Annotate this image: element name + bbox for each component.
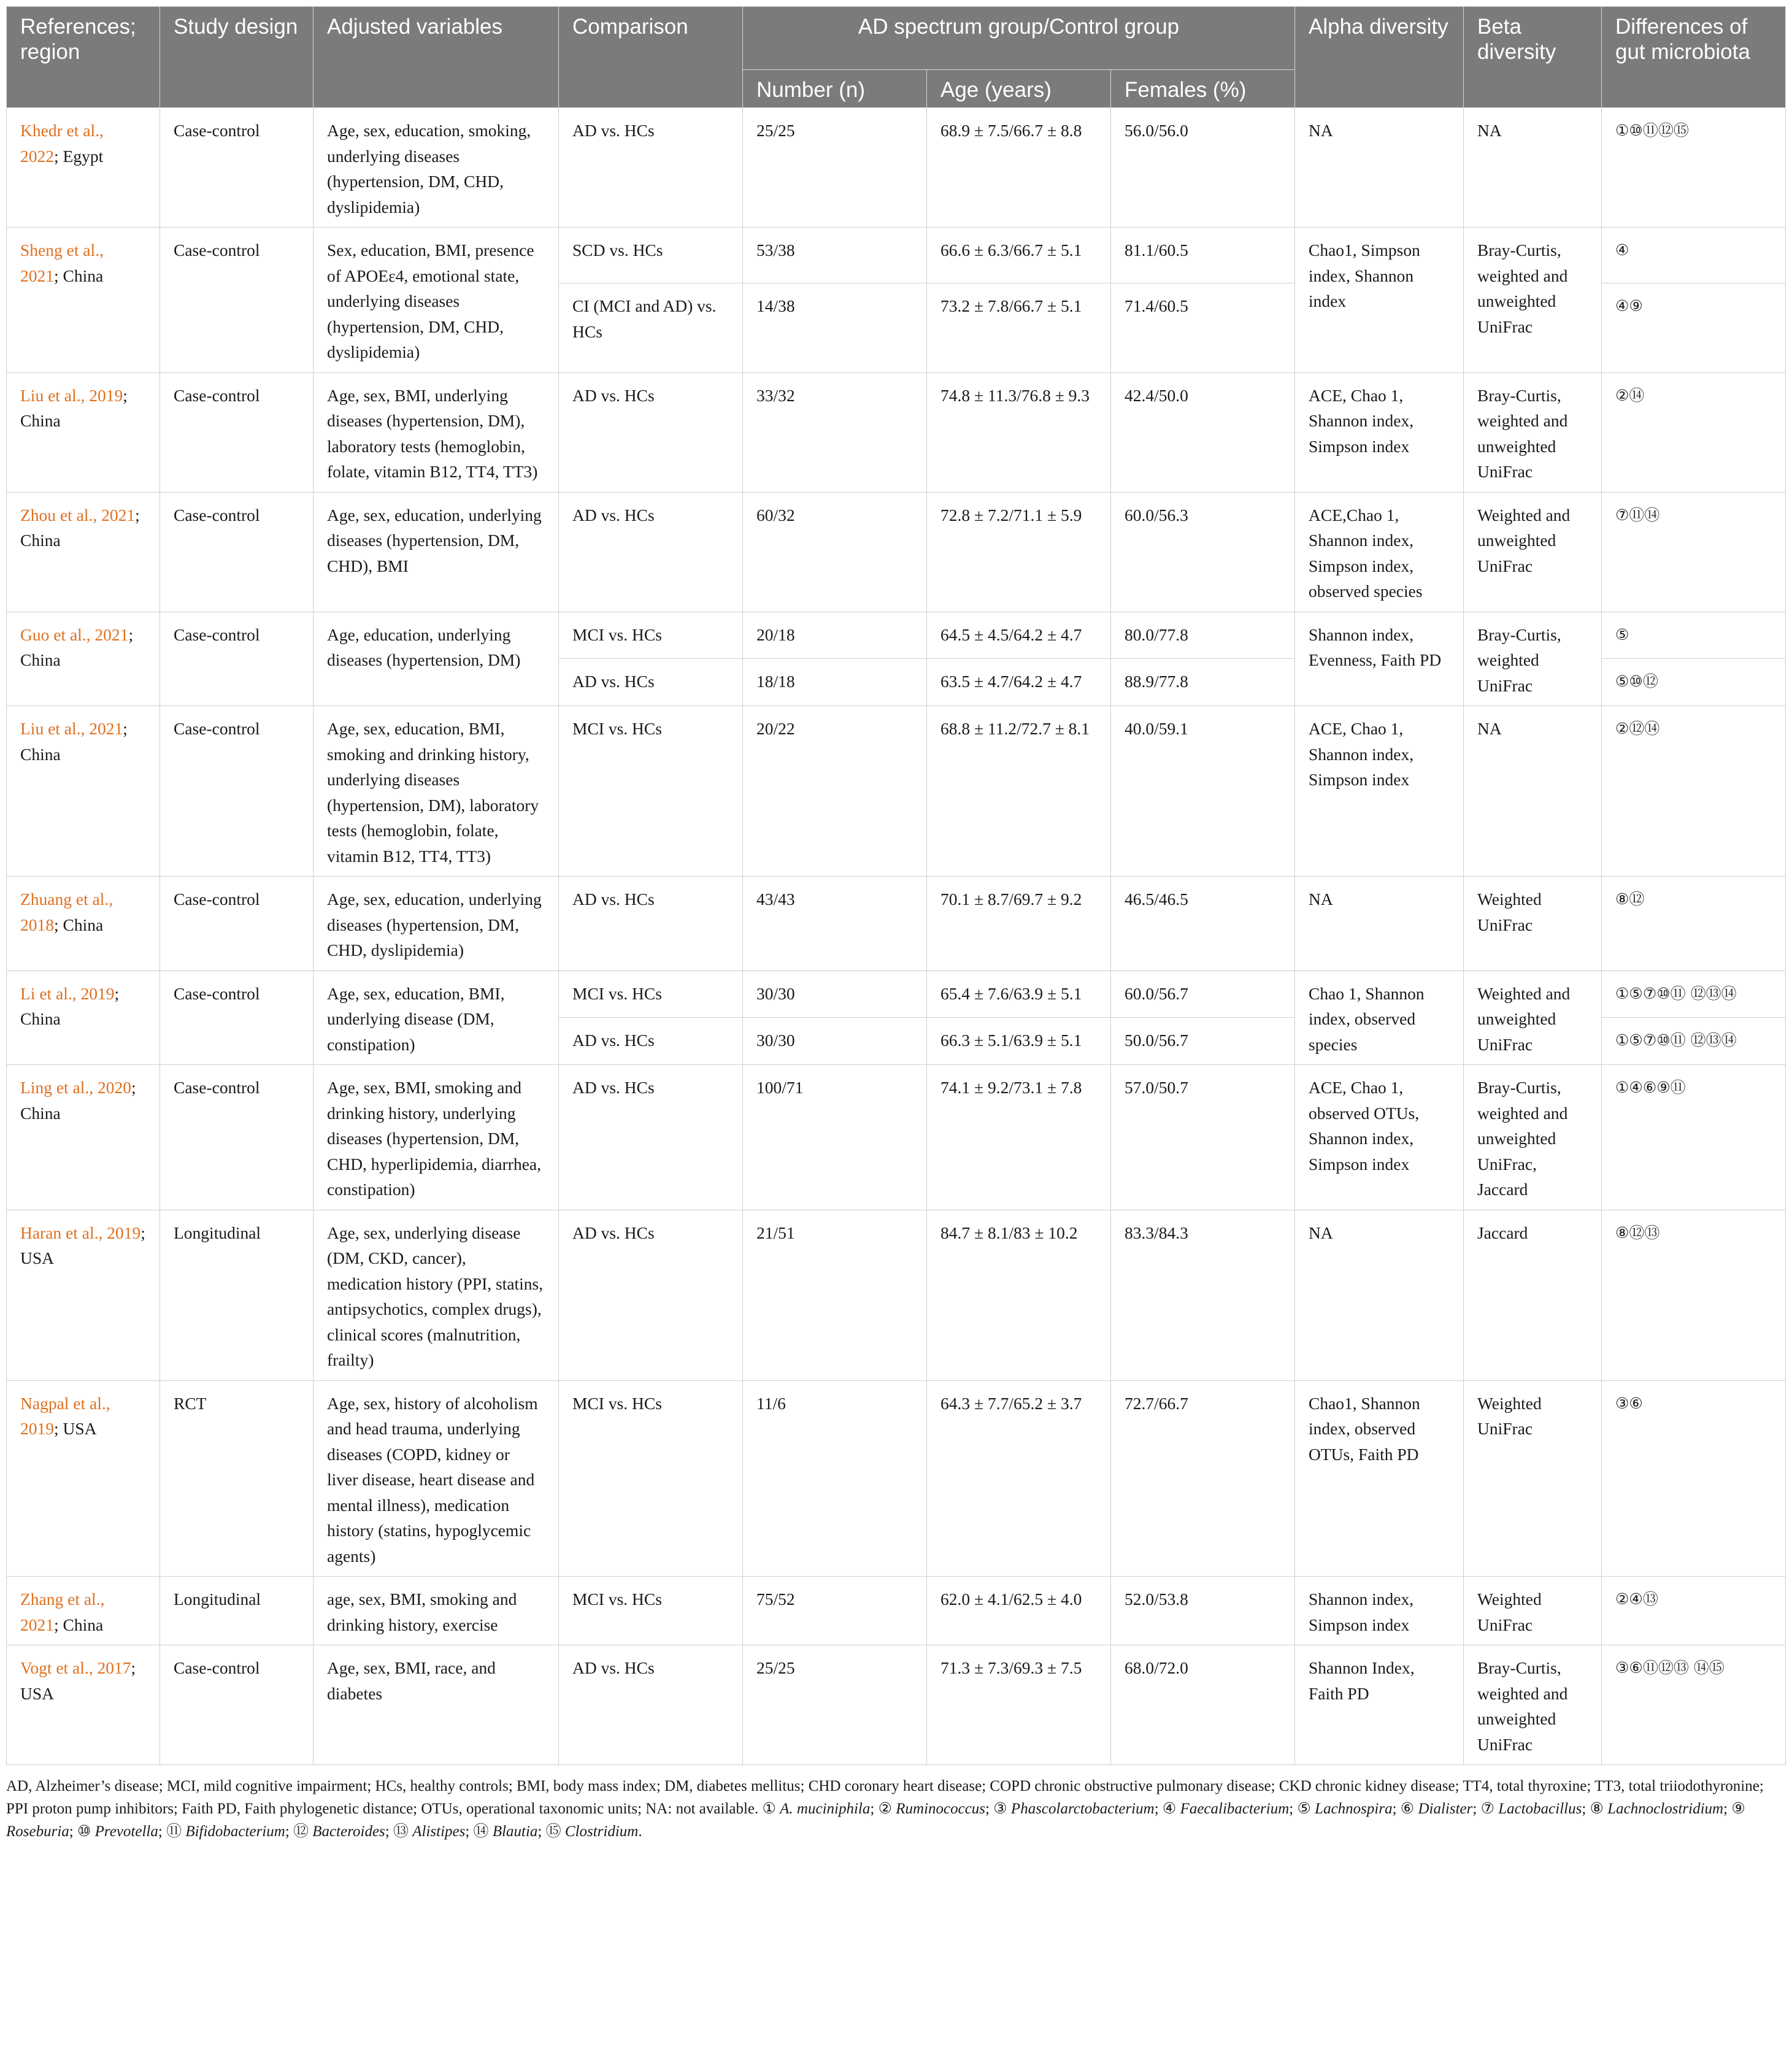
- header-age: Age (years): [927, 70, 1111, 108]
- table-footnote: [6, 1775, 1785, 1843]
- cell-study-design: Case-control: [160, 1645, 313, 1765]
- cell-number: 75/52: [743, 1577, 927, 1645]
- cell-number: 100/71: [743, 1065, 927, 1210]
- cell-number: 18/18: [743, 659, 927, 706]
- cell-adjusted-variables: Age, sex, BMI, smoking and drinking history, underlying diseases (hypertension, DM, CHD, hyperlipidemia, diarrhea, constipation): [313, 1065, 559, 1210]
- cell-alpha-diversity: Chao1, Simpson index, Shannon index: [1295, 228, 1464, 373]
- cell-number: 20/22: [743, 706, 927, 877]
- legend-number: ⑧: [1590, 1801, 1604, 1817]
- cell-adjusted-variables: Age, sex, education, BMI, smoking and drinking history, underlying diseases (hypertension, DM), laboratory tests (hemoglobin, folate, vitamin B12, TT4, TT3): [313, 706, 559, 877]
- cell-adjusted-variables: Age, sex, history of alcoholism and head trauma, underlying diseases (COPD, kidney or liver disease, heart disease and mental illness), medication history (statins, hypoglycemic agents): [313, 1380, 559, 1577]
- cell-comparison: AD vs. HCs: [559, 659, 743, 706]
- cell-age: 70.1 ± 8.7/69.7 ± 9.2: [927, 877, 1111, 971]
- reference-region: ; Egypt: [54, 146, 104, 166]
- legend-genus: Blautia: [492, 1823, 538, 1840]
- legend-number: ⑫: [293, 1823, 309, 1840]
- studies-table: [6, 6, 1786, 1765]
- cell-age: 72.8 ± 7.2/71.1 ± 5.9: [927, 492, 1111, 612]
- legend-number: ②: [878, 1801, 892, 1817]
- reference-link[interactable]: Sheng et al., 2021: [20, 240, 104, 285]
- cell-age: 66.3 ± 5.1/63.9 ± 5.1: [927, 1018, 1111, 1065]
- cell-females: 52.0/53.8: [1111, 1577, 1295, 1645]
- cell-differences: ①⑤⑦⑩⑪ ⑫⑬⑭: [1602, 1018, 1786, 1065]
- cell-study-design: Case-control: [160, 971, 313, 1065]
- legend-genus: Dialister: [1418, 1801, 1473, 1817]
- cell-females: 72.7/66.7: [1111, 1380, 1295, 1577]
- legend-number: ⑥: [1400, 1801, 1415, 1817]
- cell-differences: ④⑨: [1602, 283, 1786, 372]
- table-row: [7, 612, 1786, 659]
- cell-differences: ⑧⑫⑬: [1602, 1210, 1786, 1380]
- cell-adjusted-variables: Age, sex, BMI, underlying diseases (hypertension, DM), laboratory tests (hemoglobin, folate, vitamin B12, TT4, TT3): [313, 372, 559, 492]
- reference-link[interactable]: Li et al., 2019: [20, 983, 115, 1003]
- cell-differences: ②④⑬: [1602, 1577, 1786, 1645]
- legend-number: ⑩: [77, 1823, 91, 1840]
- cell-alpha-diversity: Shannon Index, Faith PD: [1295, 1645, 1464, 1765]
- reference-link[interactable]: Guo et al., 2021: [20, 625, 129, 644]
- legend-genus: Phascolarctobacterium: [1010, 1801, 1155, 1817]
- cell-comparison: SCD vs. HCs: [559, 228, 743, 283]
- cell-beta-diversity: Weighted and unweighted UniFrac: [1464, 492, 1602, 612]
- reference-link[interactable]: Haran et al., 2019: [20, 1223, 141, 1242]
- cell-comparison: AD vs. HCs: [559, 1065, 743, 1210]
- legend-genus: Lachnospira: [1315, 1801, 1393, 1817]
- legend-number: ④: [1162, 1801, 1177, 1817]
- cell-adjusted-variables: Age, education, underlying diseases (hypertension, DM): [313, 612, 559, 706]
- cell-beta-diversity: Bray-Curtis, weighted and unweighted UniFrac, Jaccard: [1464, 1065, 1602, 1210]
- reference-region: ; China: [54, 266, 104, 285]
- reference-region: ; China: [20, 719, 128, 764]
- cell-number: 43/43: [743, 877, 927, 971]
- cell-reference: [7, 1577, 160, 1645]
- cell-alpha-diversity: Shannon index, Simpson index: [1295, 1577, 1464, 1645]
- cell-beta-diversity: Weighted UniFrac: [1464, 877, 1602, 971]
- cell-study-design: RCT: [160, 1380, 313, 1577]
- cell-differences: ②⑫⑭: [1602, 706, 1786, 877]
- cell-age: 65.4 ± 7.6/63.9 ± 5.1: [927, 971, 1111, 1018]
- legend-number: ⑨: [1731, 1801, 1745, 1817]
- header-references: References; region: [7, 7, 160, 108]
- table-row: [7, 372, 1786, 492]
- cell-females: 60.0/56.3: [1111, 492, 1295, 612]
- cell-reference: [7, 492, 160, 612]
- legend-genus: A. muciniphila: [780, 1801, 871, 1817]
- legend-number: ⑪: [166, 1823, 182, 1840]
- cell-age: 64.5 ± 4.5/64.2 ± 4.7: [927, 612, 1111, 659]
- reference-link[interactable]: Zhou et al., 2021: [20, 505, 136, 525]
- cell-comparison: AD vs. HCs: [559, 1018, 743, 1065]
- cell-females: 42.4/50.0: [1111, 372, 1295, 492]
- cell-comparison: MCI vs. HCs: [559, 1380, 743, 1577]
- reference-region: ; China: [20, 625, 134, 669]
- cell-differences: ③⑥: [1602, 1380, 1786, 1577]
- legend-genus: Lachnoclostridium: [1607, 1801, 1724, 1817]
- cell-females: 68.0/72.0: [1111, 1645, 1295, 1765]
- cell-females: 60.0/56.7: [1111, 971, 1295, 1018]
- cell-comparison: MCI vs. HCs: [559, 612, 743, 659]
- cell-females: 71.4/60.5: [1111, 283, 1295, 372]
- reference-region: ; China: [54, 915, 104, 934]
- cell-adjusted-variables: Sex, education, BMI, presence of APOEε4, emotional state, underlying diseases (hypertension, DM, CHD, dyslipidemia): [313, 228, 559, 373]
- cell-adjusted-variables: age, sex, BMI, smoking and drinking history, exercise: [313, 1577, 559, 1645]
- cell-comparison: MCI vs. HCs: [559, 1577, 743, 1645]
- reference-link[interactable]: Liu et al., 2021: [20, 719, 123, 738]
- cell-number: 21/51: [743, 1210, 927, 1380]
- cell-number: 33/32: [743, 372, 927, 492]
- cell-beta-diversity: Bray-Curtis, weighted and unweighted UniFrac: [1464, 228, 1602, 373]
- table-row: [7, 1065, 1786, 1210]
- cell-comparison: AD vs. HCs: [559, 108, 743, 228]
- cell-females: 57.0/50.7: [1111, 1065, 1295, 1210]
- cell-comparison: AD vs. HCs: [559, 1210, 743, 1380]
- legend-genus: Roseburia: [6, 1823, 69, 1840]
- cell-females: 80.0/77.8: [1111, 612, 1295, 659]
- cell-differences: ⑤⑩⑫: [1602, 659, 1786, 706]
- cell-study-design: Case-control: [160, 877, 313, 971]
- cell-alpha-diversity: Shannon index, Evenness, Faith PD: [1295, 612, 1464, 706]
- cell-reference: [7, 1210, 160, 1380]
- cell-age: 64.3 ± 7.7/65.2 ± 3.7: [927, 1380, 1111, 1577]
- header-study-design: Study design: [160, 7, 313, 108]
- reference-link[interactable]: Nagpal et al., 2019: [20, 1393, 110, 1438]
- cell-females: 50.0/56.7: [1111, 1018, 1295, 1065]
- cell-number: 60/32: [743, 492, 927, 612]
- cell-study-design: Case-control: [160, 108, 313, 228]
- cell-number: 30/30: [743, 1018, 927, 1065]
- cell-females: 83.3/84.3: [1111, 1210, 1295, 1380]
- legend-number: ⑭: [473, 1823, 489, 1840]
- reference-region: ; China: [20, 385, 128, 430]
- legend-genus: Prevotella: [94, 1823, 158, 1840]
- legend-number: ①: [762, 1801, 776, 1817]
- cell-age: 74.8 ± 11.3/76.8 ± 9.3: [927, 372, 1111, 492]
- legend-genus: Bifidobacterium: [185, 1823, 285, 1840]
- cell-study-design: Case-control: [160, 706, 313, 877]
- cell-females: 56.0/56.0: [1111, 108, 1295, 228]
- header-beta-diversity: Beta diversity: [1464, 7, 1602, 108]
- table-row: [7, 706, 1786, 877]
- footnote-legend: ① A. muciniphila; ② Ruminococcus; ③ Phascolarctobacterium; ④ Faecalibacterium; ⑤ Lachnospira; ⑥ Dialister; ⑦ Lactobacillus; ⑧ Lachnoclostridium; ⑨ Roseburia; ⑩ Prevotella; ⑪ Bifidobacterium; ⑫ Bacteroides; ⑬ Alistipes; ⑭ Blautia; ⑮ Clostridium.: [6, 1801, 1745, 1840]
- cell-comparison: MCI vs. HCs: [559, 706, 743, 877]
- cell-alpha-diversity: ACE,Chao 1, Shannon index, Simpson index, observed species: [1295, 492, 1464, 612]
- cell-study-design: Longitudinal: [160, 1577, 313, 1645]
- cell-study-design: Case-control: [160, 492, 313, 612]
- header-comparison: Comparison: [559, 7, 743, 108]
- cell-alpha-diversity: ACE, Chao 1, Shannon index, Simpson index: [1295, 706, 1464, 877]
- cell-comparison: AD vs. HCs: [559, 372, 743, 492]
- table-row: [7, 228, 1786, 283]
- cell-alpha-diversity: NA: [1295, 108, 1464, 228]
- table-row: [7, 1380, 1786, 1577]
- reference-link[interactable]: Ling et al., 2020: [20, 1078, 132, 1097]
- footnote-abbreviations: AD, Alzheimer’s disease; MCI, mild cognitive impairment; HCs, healthy controls; BMI, body mass index; DM, diabetes mellitus; CHD coronary heart disease; COPD chronic obstructive pulmonary disease; CKD chronic kidney disease; TT4, total thyroxine; TT3, total triiodothyronine; PPI proton pump inhibitors; Faith PD, Faith phylogenetic distance; OTUs, operational taxonomic units; NA: not available.: [6, 1778, 1764, 1817]
- reference-region: ; China: [20, 505, 140, 550]
- cell-number: 11/6: [743, 1380, 927, 1577]
- cell-number: 25/25: [743, 1645, 927, 1765]
- cell-reference: [7, 1065, 160, 1210]
- cell-females: 40.0/59.1: [1111, 706, 1295, 877]
- cell-reference: [7, 1380, 160, 1577]
- cell-number: 30/30: [743, 971, 927, 1018]
- cell-differences: ⑤: [1602, 612, 1786, 659]
- cell-age: 62.0 ± 4.1/62.5 ± 4.0: [927, 1577, 1111, 1645]
- cell-females: 46.5/46.5: [1111, 877, 1295, 971]
- reference-link[interactable]: Zhuang et al., 2018: [20, 890, 113, 934]
- cell-females: 81.1/60.5: [1111, 228, 1295, 283]
- reference-link[interactable]: Liu et al., 2019: [20, 385, 123, 405]
- cell-adjusted-variables: Age, sex, education, underlying diseases (hypertension, DM, CHD, dyslipidemia): [313, 877, 559, 971]
- legend-genus: Faecalibacterium: [1180, 1801, 1290, 1817]
- table-body: [7, 108, 1786, 1765]
- table-row: [7, 108, 1786, 228]
- reference-link[interactable]: Vogt et al., 2017: [20, 1658, 131, 1677]
- legend-number: ③: [993, 1801, 1007, 1817]
- legend-number: ⑬: [393, 1823, 409, 1840]
- cell-reference: [7, 877, 160, 971]
- cell-age: 63.5 ± 4.7/64.2 ± 4.7: [927, 659, 1111, 706]
- cell-differences: ③⑥⑪⑫⑬ ⑭⑮: [1602, 1645, 1786, 1765]
- legend-genus: Bacteroides: [312, 1823, 385, 1840]
- cell-comparison: AD vs. HCs: [559, 492, 743, 612]
- cell-differences: ②⑭: [1602, 372, 1786, 492]
- cell-reference: [7, 372, 160, 492]
- reference-link[interactable]: Zhang et al., 2021: [20, 1590, 105, 1634]
- cell-beta-diversity: Bray-Curtis, weighted and unweighted UniFrac: [1464, 1645, 1602, 1765]
- cell-differences: ①⑤⑦⑩⑪ ⑫⑬⑭: [1602, 971, 1786, 1018]
- table-row: [7, 971, 1786, 1018]
- cell-beta-diversity: NA: [1464, 108, 1602, 228]
- cell-differences: ①④⑥⑨⑪: [1602, 1065, 1786, 1210]
- cell-beta-diversity: Jaccard: [1464, 1210, 1602, 1380]
- cell-reference: [7, 612, 160, 706]
- cell-beta-diversity: Bray-Curtis, weighted UniFrac: [1464, 612, 1602, 706]
- cell-differences: ⑦⑪⑭: [1602, 492, 1786, 612]
- cell-comparison: MCI vs. HCs: [559, 971, 743, 1018]
- cell-alpha-diversity: NA: [1295, 1210, 1464, 1380]
- cell-beta-diversity: Weighted and unweighted UniFrac: [1464, 971, 1602, 1065]
- cell-age: 74.1 ± 9.2/73.1 ± 7.8: [927, 1065, 1111, 1210]
- reference-link[interactable]: Khedr et al., 2022: [20, 121, 104, 166]
- cell-number: 53/38: [743, 228, 927, 283]
- reference-region: ; China: [54, 1615, 104, 1634]
- cell-comparison: AD vs. HCs: [559, 877, 743, 971]
- table-row: [7, 877, 1786, 971]
- cell-reference: [7, 228, 160, 373]
- cell-differences: ①⑩⑪⑫⑮: [1602, 108, 1786, 228]
- table-row: [7, 1210, 1786, 1380]
- cell-number: 25/25: [743, 108, 927, 228]
- cell-study-design: Case-control: [160, 612, 313, 706]
- cell-adjusted-variables: Age, sex, BMI, race, and diabetes: [313, 1645, 559, 1765]
- cell-reference: [7, 108, 160, 228]
- cell-alpha-diversity: Chao1, Shannon index, observed OTUs, Faith PD: [1295, 1380, 1464, 1577]
- cell-reference: [7, 1645, 160, 1765]
- legend-genus: Alistipes: [412, 1823, 466, 1840]
- cell-age: 73.2 ± 7.8/66.7 ± 5.1: [927, 283, 1111, 372]
- table-header: [7, 7, 1786, 108]
- legend-number: ⑮: [545, 1823, 561, 1840]
- cell-age: 68.8 ± 11.2/72.7 ± 8.1: [927, 706, 1111, 877]
- reference-region: ; China: [20, 1078, 136, 1123]
- cell-age: 68.9 ± 7.5/66.7 ± 8.8: [927, 108, 1111, 228]
- table-row: [7, 1577, 1786, 1645]
- cell-adjusted-variables: Age, sex, education, smoking, underlying diseases (hypertension, DM, CHD, dyslipidemia): [313, 108, 559, 228]
- cell-adjusted-variables: Age, sex, education, underlying diseases (hypertension, DM, CHD), BMI: [313, 492, 559, 612]
- header-number: Number (n): [743, 70, 927, 108]
- reference-region: ; USA: [20, 1223, 145, 1267]
- cell-age: 66.6 ± 6.3/66.7 ± 5.1: [927, 228, 1111, 283]
- cell-beta-diversity: NA: [1464, 706, 1602, 877]
- legend-genus: Clostridium: [564, 1823, 639, 1840]
- header-adjusted-variables: Adjusted variables: [313, 7, 559, 108]
- reference-region: ; USA: [20, 1658, 136, 1703]
- legend-genus: Lactobacillus: [1498, 1801, 1582, 1817]
- cell-adjusted-variables: Age, sex, underlying disease (DM, CKD, cancer), medication history (PPI, statins, antipsychotics, complex drugs), clinical scores (malnutrition, frailty): [313, 1210, 559, 1380]
- cell-study-design: Longitudinal: [160, 1210, 313, 1380]
- cell-beta-diversity: Weighted UniFrac: [1464, 1380, 1602, 1577]
- cell-alpha-diversity: ACE, Chao 1, Shannon index, Simpson index: [1295, 372, 1464, 492]
- cell-reference: [7, 971, 160, 1065]
- cell-differences: ④: [1602, 228, 1786, 283]
- cell-comparison: AD vs. HCs: [559, 1645, 743, 1765]
- legend-number: ⑦: [1480, 1801, 1494, 1817]
- table-row: [7, 492, 1786, 612]
- cell-number: 20/18: [743, 612, 927, 659]
- reference-region: ; China: [20, 983, 120, 1028]
- table-row: [7, 1645, 1786, 1765]
- cell-beta-diversity: Weighted UniFrac: [1464, 1577, 1602, 1645]
- cell-study-design: Case-control: [160, 228, 313, 373]
- cell-differences: ⑧⑫: [1602, 877, 1786, 971]
- cell-beta-diversity: Bray-Curtis, weighted and unweighted UniFrac: [1464, 372, 1602, 492]
- table-container: [6, 6, 1785, 1843]
- cell-age: 71.3 ± 7.3/69.3 ± 7.5: [927, 1645, 1111, 1765]
- reference-region: ; USA: [54, 1419, 97, 1438]
- cell-number: 14/38: [743, 283, 927, 372]
- cell-comparison: CI (MCI and AD) vs. HCs: [559, 283, 743, 372]
- header-group: AD spectrum group/Control group: [743, 7, 1295, 70]
- cell-adjusted-variables: Age, sex, education, BMI, underlying disease (DM, constipation): [313, 971, 559, 1065]
- cell-females: 88.9/77.8: [1111, 659, 1295, 706]
- cell-alpha-diversity: Chao 1, Shannon index, observed species: [1295, 971, 1464, 1065]
- cell-study-design: Case-control: [160, 372, 313, 492]
- cell-age: 84.7 ± 8.1/83 ± 10.2: [927, 1210, 1111, 1380]
- cell-reference: [7, 706, 160, 877]
- header-females: Females (%): [1111, 70, 1295, 108]
- cell-alpha-diversity: NA: [1295, 877, 1464, 971]
- header-alpha-diversity: Alpha diversity: [1295, 7, 1464, 108]
- header-differences: Differences of gut microbiota: [1602, 7, 1786, 108]
- cell-alpha-diversity: ACE, Chao 1, observed OTUs, Shannon index, Simpson index: [1295, 1065, 1464, 1210]
- legend-genus: Ruminococcus: [896, 1801, 986, 1817]
- legend-number: ⑤: [1297, 1801, 1311, 1817]
- cell-study-design: Case-control: [160, 1065, 313, 1210]
